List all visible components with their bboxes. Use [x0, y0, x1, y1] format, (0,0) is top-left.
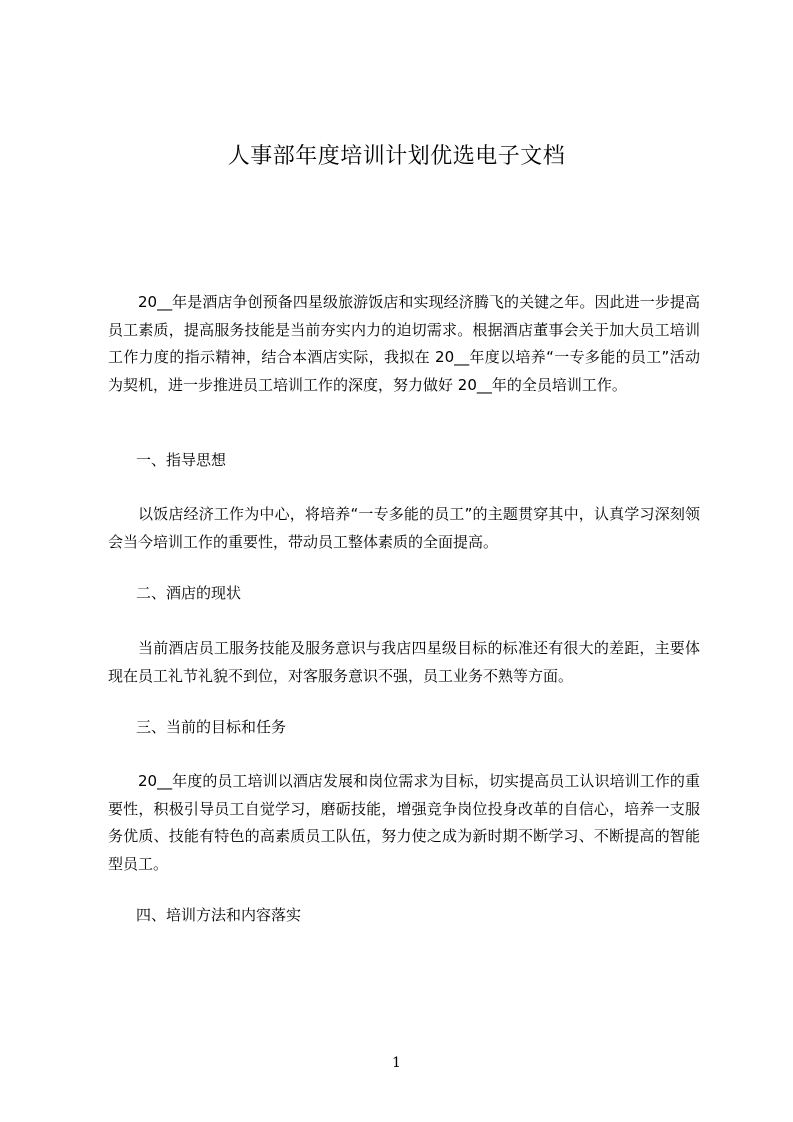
section-body-goals-tasks: 20__年度的员工培训以酒店发展和岗位需求为目标，切实提高员工认识培训工作的重要性，积极引导员工自觉学习，磨砺技能，增强竞争岗位投身改革的自信心，培养一支服务优质、技能有特色的高素质员工队伍，努力使之成为新时期不断学习、不断提高的智能型员工。	[108, 772, 700, 873]
section-body-hotel-status: 当前酒店员工服务技能及服务意识与我店四星级目标的标准还有很大的差距，主要体现在员工礼节礼貌不到位，对客服务意识不强，员工业务不熟等方面。	[108, 639, 700, 685]
section-heading-goals-tasks: 三、当前的目标和任务	[136, 718, 287, 736]
page-number: 1	[392, 1055, 401, 1071]
section-heading-hotel-status: 二、酒店的现状	[136, 584, 242, 602]
section-heading-guiding-ideology: 一、指导思想	[136, 451, 227, 469]
section-body-guiding-ideology: 以饭店经济工作为中心，将培养“一专多能的员工”的主题贯穿其中，认真学习深刻领会当今培训工作的重要性，带动员工整体素质的全面提高。	[108, 505, 700, 551]
section-heading-training-methods: 四、培训方法和内容落实	[136, 906, 302, 924]
intro-paragraph: 20__年是酒店争创预备四星级旅游饭店和实现经济腾飞的关键之年。因此进一步提高员工素质，提高服务技能是当前夯实内力的迫切需求。根据酒店董事会关于加大员工培训工作力度的指示精神，结合本酒店实际，我拟在 20__年度以培养“一专多能的员工”活动为契机，进一步推进员工培训工作的深度，努力做好 20__年的全员培训工作。	[108, 293, 700, 394]
document-title: 人事部年度培训计划优选电子文档	[227, 144, 566, 169]
